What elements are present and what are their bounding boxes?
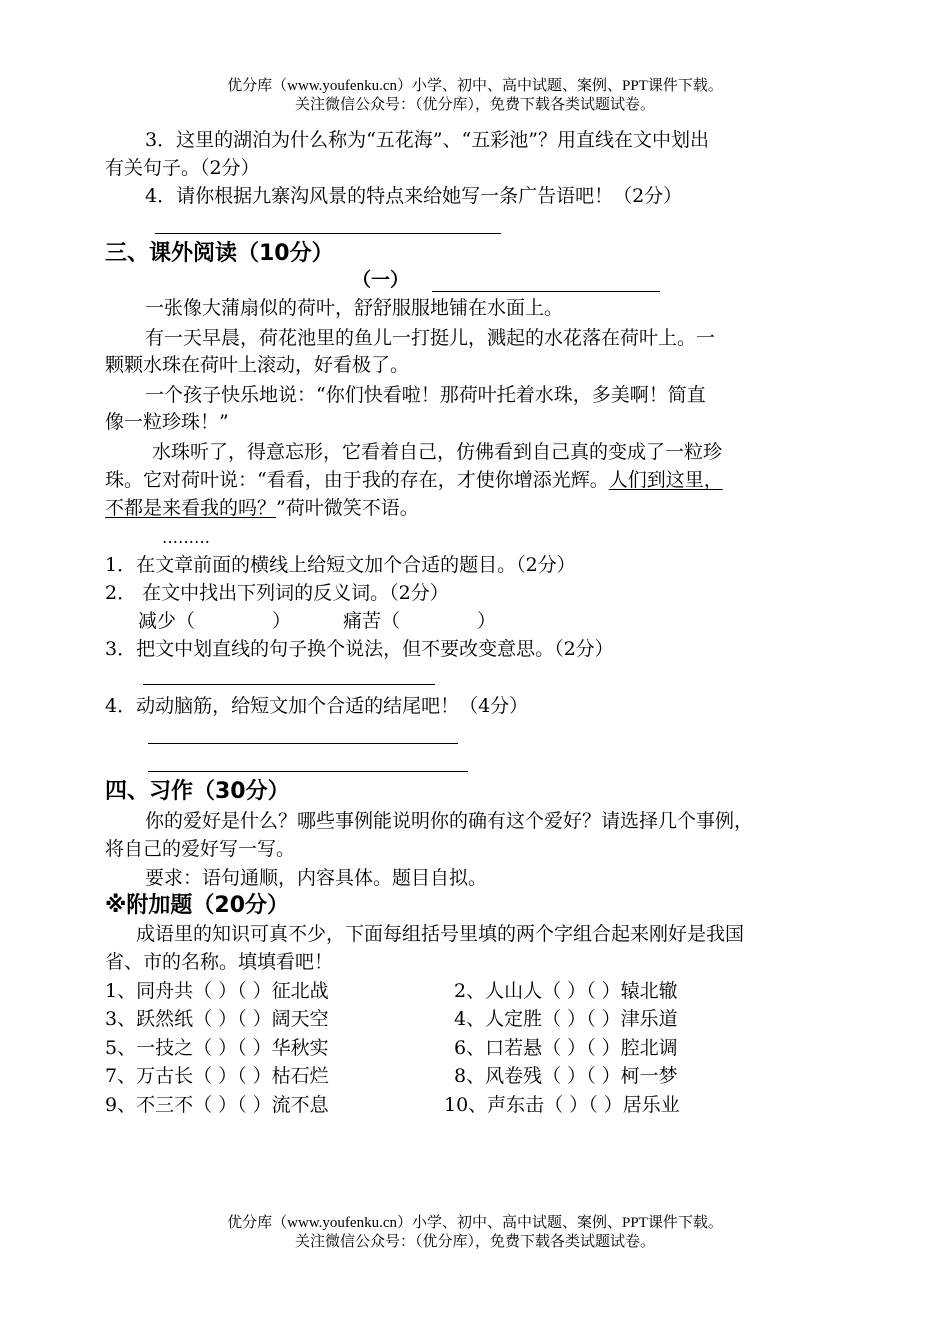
idiom-item: 2、人山人（ ）（ ）辕北辙 [454,980,678,1002]
footer-line-2: 关注微信公众号：（优分库），免费下载各类试题试卷。 [294,1234,655,1250]
s3-q2: 2． 在文中找出下列词的反义词。（2分） [105,582,449,604]
s4-prompt-line1: 你的爱好是什么？哪些事例能说明你的确有这个爱好？请选择几个事例， [145,810,754,832]
passage-p4-line2 [105,468,723,492]
underlined-sentence-part1: 人们到这里， [608,469,723,491]
answer-line[interactable] [155,233,501,234]
s3-q2-word-b-close: ） [477,610,497,632]
passage-p3-line1: 一个孩子快乐地说：“你们快看啦！那荷叶托着水珠，多美啊！简直 [145,384,706,406]
idiom-item: 9、不三不（ ）（ ）流不息 [105,1094,329,1116]
s3-q4: 4．动动脑筋，给短文加个合适的结尾吧！（4分） [105,695,529,717]
title-answer-line[interactable] [432,291,660,292]
idiom-item: 10、声东击（ ）（ ）居乐业 [444,1094,680,1116]
bonus-intro-line1: 成语里的知识可真不少，下面每组括号里填的两个字组合起来刚好是我国 [136,923,745,945]
s4-requirements: 要求：语句通顺，内容具体。题目自拟。 [145,867,488,889]
passage-p1: 一张像大蒲扇似的荷叶，舒舒服服地铺在水面上。 [145,297,564,319]
s3-q1: 1．在文章前面的横线上给短文加个合适的题目。（2分） [105,554,576,576]
s3-q2-word-a: 减少（ [138,610,196,632]
idiom-item: 6、口若悬（ ）（ ）腔北调 [454,1037,678,1059]
idiom-item: 1、同舟共（ ）（ ）征北战 [105,980,329,1002]
footer-line-1: 优分库（www.youfenku.cn）小学、初中、高中试题、案例、PPT课件下载。 [227,1215,723,1231]
idiom-item: 3、跃然纸（ ）（ ）阔天空 [105,1008,329,1030]
s2-q4: 4．请你根据九寨沟风景的特点来给她写一条广告语吧！（2分） [145,185,683,207]
passage-p3-line2: 像一粒珍珠！” [105,411,229,433]
s3-q2-word-b: 痛苦（ [343,610,401,632]
s3-q2-word-a-close: ） [272,610,292,632]
passage-p4-line2-text: 珠。它对荷叶说：“看看，由于我的存在，才使你增添光辉。 [105,469,609,491]
idiom-item: 7、万古长（ ）（ ）枯石烂 [105,1065,329,1087]
header-line-2: 关注微信公众号：（优分库），免费下载各类试题试卷。 [294,97,655,113]
passage-p4-line3-text: ”荷叶微笑不语。 [276,497,419,519]
section3-subtitle: （一） [352,269,410,291]
idiom-item: 5、一技之（ ）（ ）华秋实 [105,1037,329,1059]
q4-answer-line-2[interactable] [148,771,468,772]
q4-answer-line-1[interactable] [148,743,458,744]
section3-title: 三、课外阅读（10分） [105,241,334,266]
passage-p2-line2: 颗颗水珠在荷叶上滚动，好看极了。 [105,354,410,376]
idiom-item: 8、风卷残（ ）（ ）柯一梦 [454,1065,678,1087]
q3-answer-line[interactable] [143,684,435,685]
idiom-item: 4、人定胜（ ）（ ）津乐道 [454,1008,678,1030]
s4-prompt-line2: 将自己的爱好写一写。 [105,838,296,860]
s2-q3-line1: 3．这里的湖泊为什么称为“五花海”、“五彩池”？用直线在文中划出 [145,129,709,151]
s3-q3: 3．把文中划直线的句子换个说法，但不要改变意思。（2分） [105,638,614,660]
passage-p4-line1: 水珠听了，得意忘形，它看着自己，仿佛看到自己真的变成了一粒珍 [152,441,723,463]
bonus-intro-line2: 省、市的名称。填填看吧！ [105,951,334,973]
ellipsis: ……… [162,528,210,547]
bonus-title: ※附加题（20分） [105,893,290,918]
passage-p4-line3 [105,496,419,520]
section4-title: 四、习作（30分） [105,779,290,804]
passage-p2-line1: 有一天早晨，荷花池里的鱼儿一打挺儿，溅起的水花落在荷叶上。一 [145,327,716,349]
header-line-1: 优分库（www.youfenku.cn）小学、初中、高中试题、案例、PPT课件下载。 [227,78,723,94]
s2-q3-line2: 有关句子。（2分） [105,157,260,179]
underlined-sentence-part2: 不都是来看我的吗？ [105,497,277,519]
